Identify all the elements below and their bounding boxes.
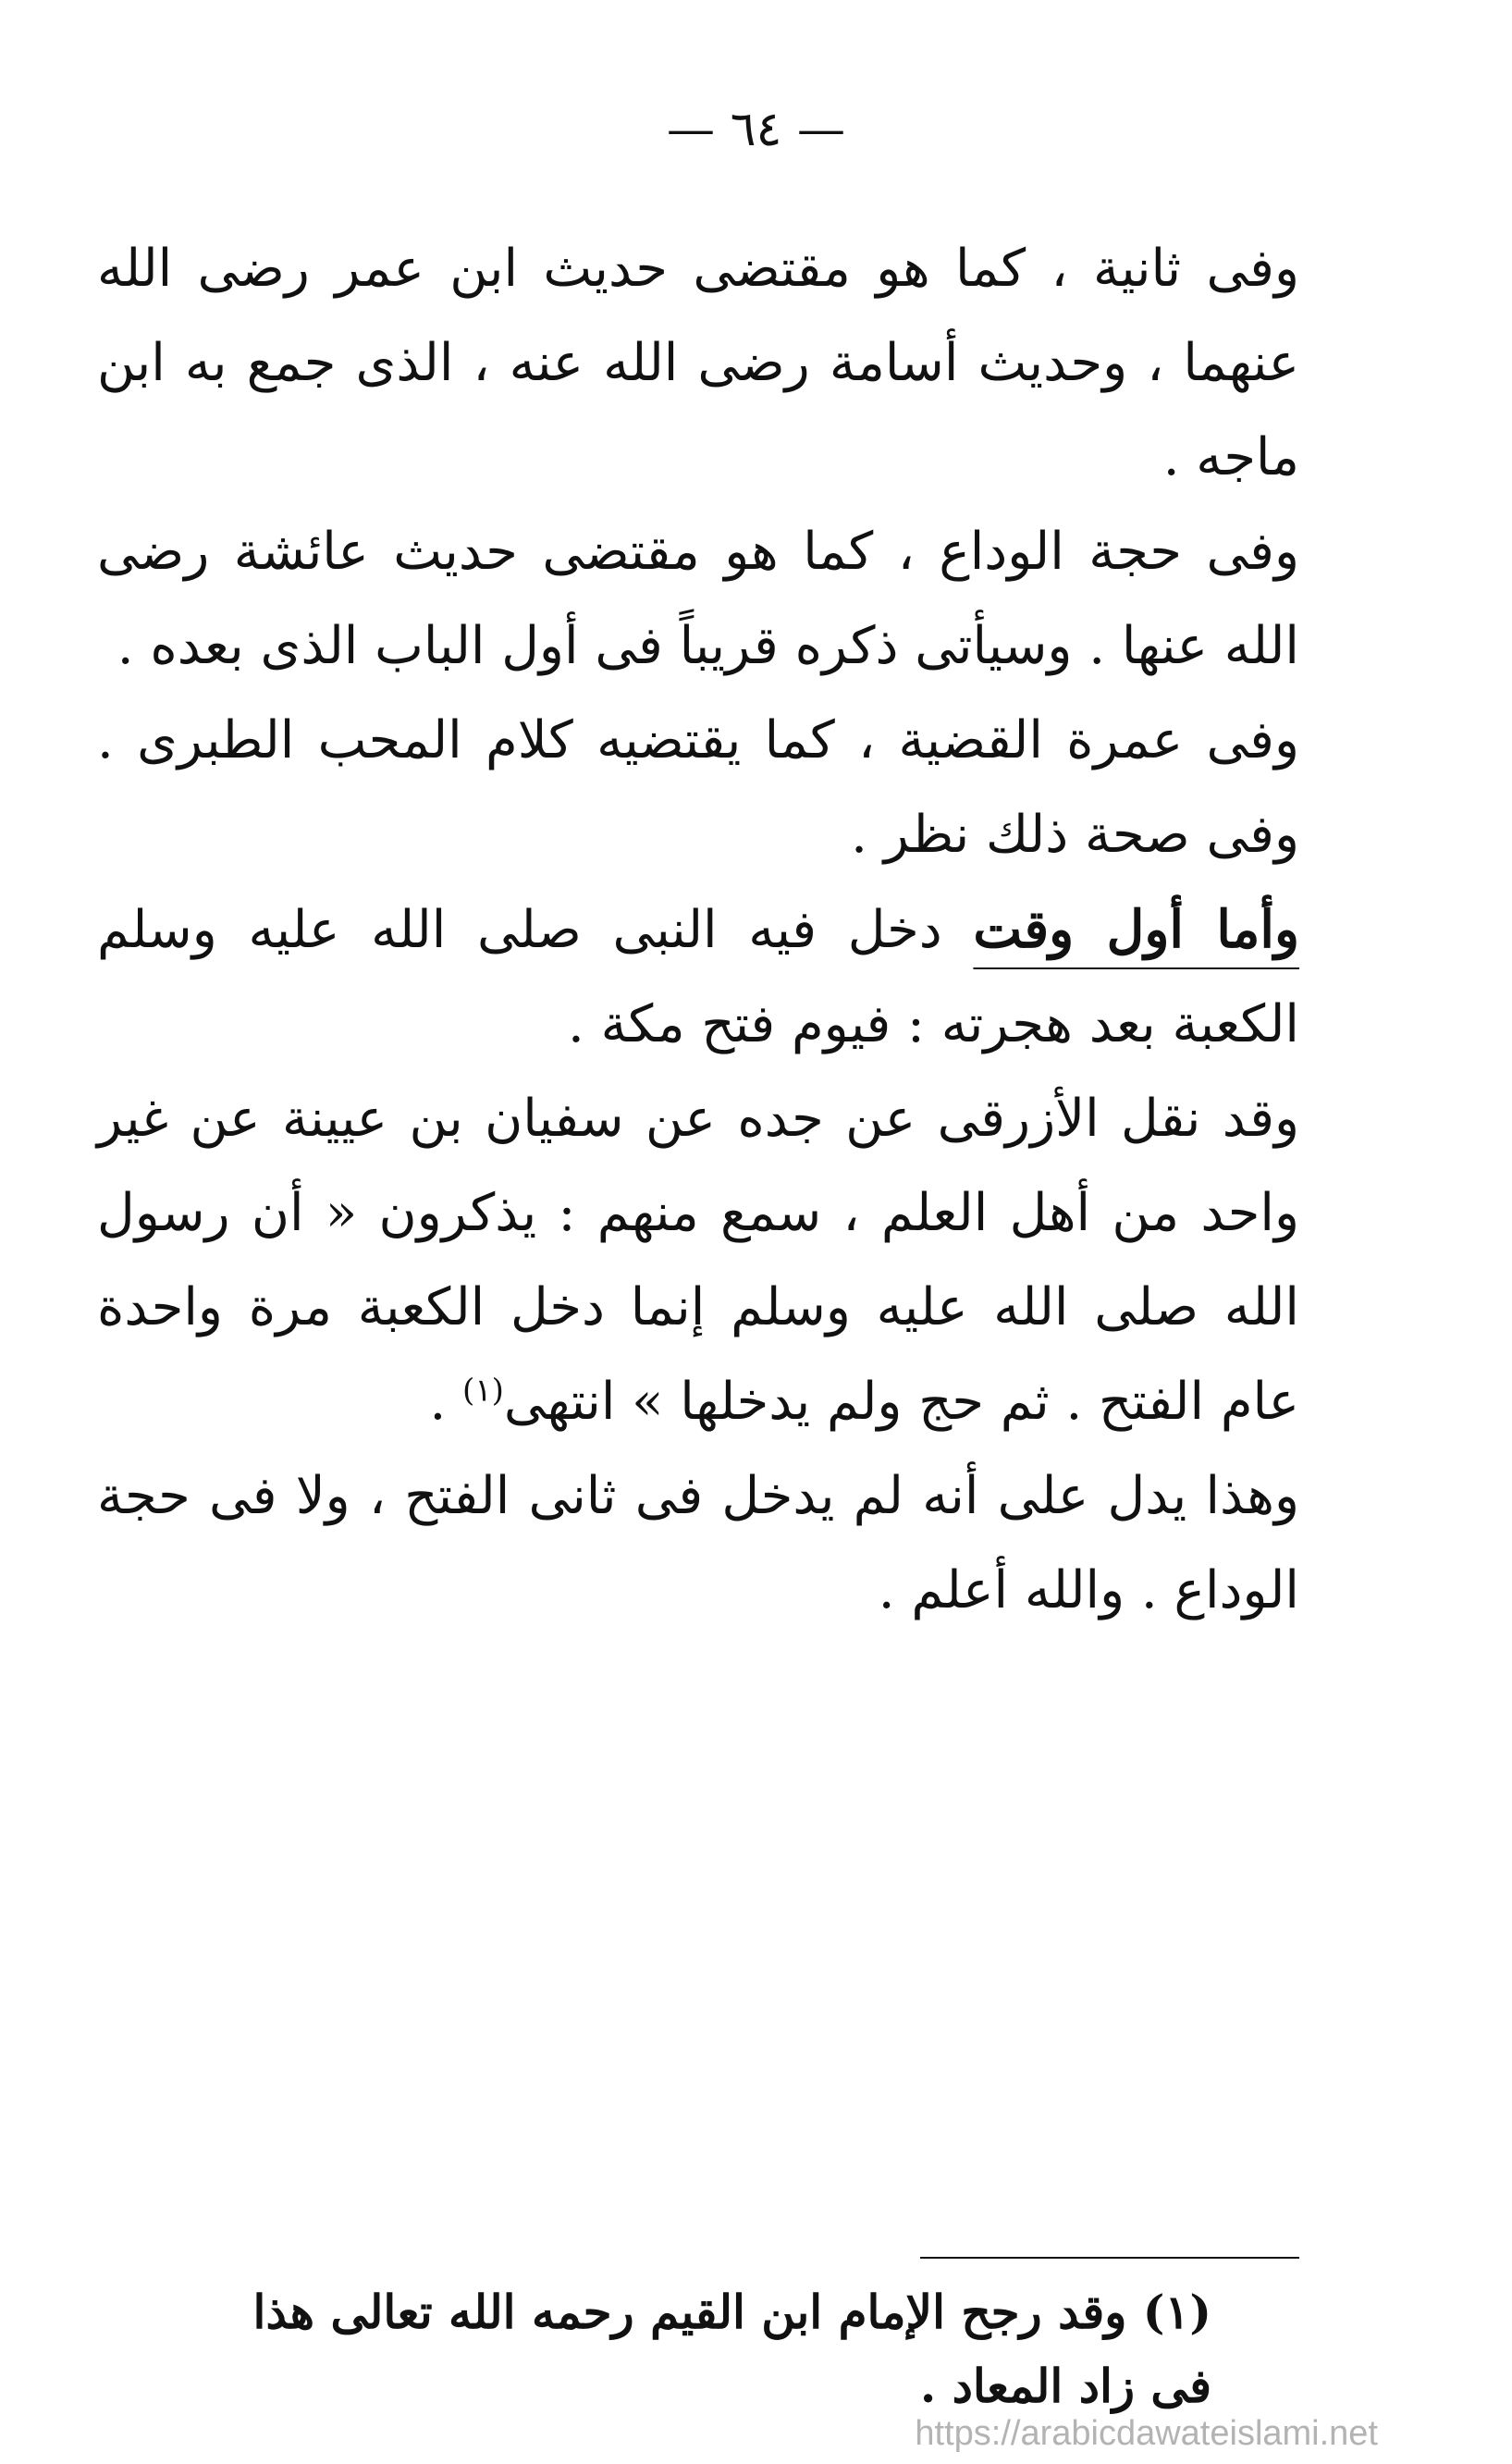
paragraph-3: وفى عمرة القضية ، كما يقتضيه كلام المحب الطبرى . وفى صحة ذلك نظر . <box>97 710 1299 865</box>
page-number: — ٦٤ — <box>667 102 845 157</box>
paragraph-4 <box>97 882 1299 1072</box>
paragraph-1: وفى ثانية ، كما هو مقتضى حديث ابن عمر رضى الله عنهما ، وحديث أسامة رضى الله عنه ، الذى جمع به ابن ماجه . <box>97 239 1299 487</box>
entry-heading: وأما أول وقت <box>973 899 1300 960</box>
paragraph-5 <box>97 1072 1299 1449</box>
paragraph-2: وفى حجة الوداع ، كما هو مقتضى حديث عائشة رضى الله عنها . وسيأتى ذكره قريباً فى أول الباب الذى بعده . <box>97 522 1299 676</box>
quote-end: . <box>429 1372 463 1432</box>
quote-text: وقد نقل الأزرقى عن جده عن سفيان بن عيينة عن غير واحد من أهل العلم ، سمع منهم : يذكرون « أن رسول الله صلى الله عليه وسلم إنما دخل الكعبة مرة واحدة عام الفتح . ثم حج ولم يدخلها » انتهى <box>97 1089 1300 1432</box>
entry-text: دخل فيه النبى صلى الله عليه وسلم الكعبة بعد هجرته : فيوم فتح مكة . <box>97 900 1299 1054</box>
watermark-url: https://arabicdawateislami.net <box>915 2414 1378 2453</box>
footnote: (١) وقد رجح الإمام ابن القيم رحمه الله تعالى هذا فى زاد المعاد . <box>252 2285 1211 2413</box>
main-text <box>97 222 1299 1638</box>
paragraph-6: وهذا يدل على أنه لم يدخل فى ثانى الفتح ، ولا فى حجة الوداع . والله أعلم . <box>97 1466 1299 1620</box>
footnote-divider <box>920 2257 1299 2259</box>
footnote-marker: (١) <box>462 1372 504 1410</box>
